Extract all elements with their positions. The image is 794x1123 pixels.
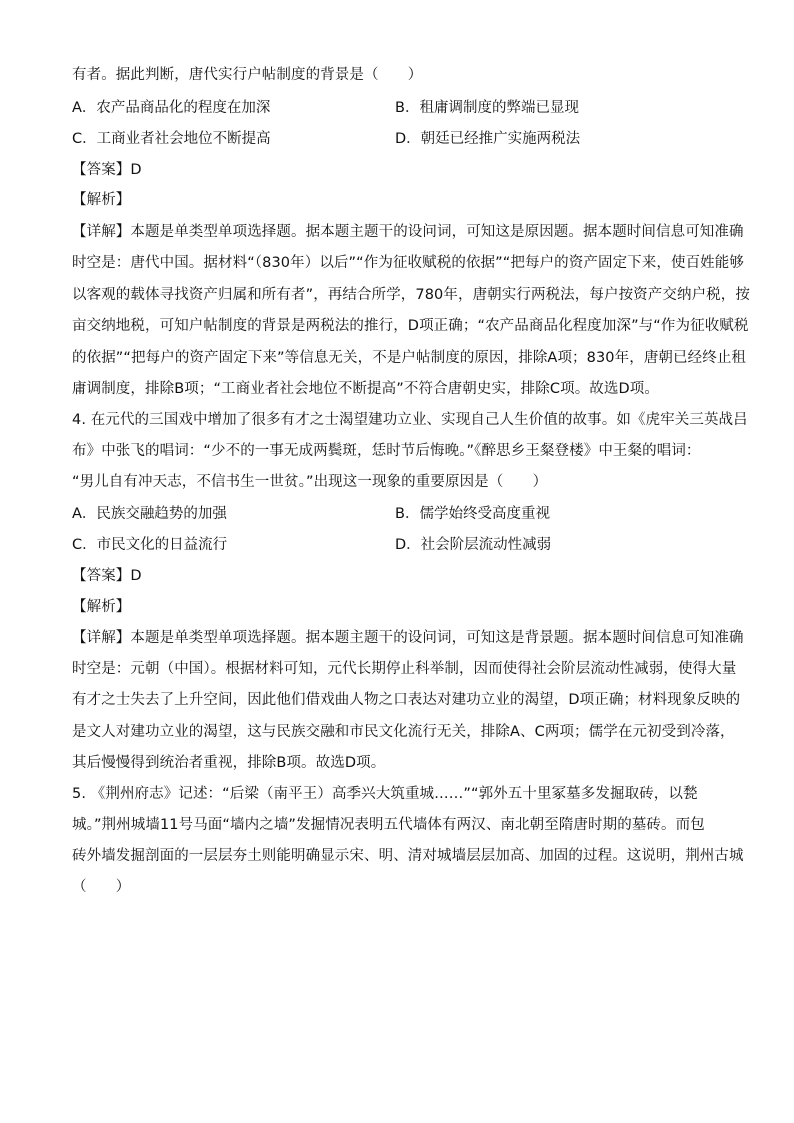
- q4-explanation-line-3: 有才之士失去了上升空间，因此他们借戏曲人物之口表达对建功立业的渴望，D项正确；材料现象反映的: [72, 692, 741, 708]
- q3-analysis-label: 【解析】: [72, 192, 131, 208]
- q4-explanation-line-1: 【详解】本题是单类型单项选择题。据本题主题干的设问词，可知这是背景题。据本题时间信息可知准确: [72, 630, 744, 646]
- q3-options-row-2: [72, 129, 732, 149]
- q3-option-a[interactable]: A．农产品商品化的程度在加深: [72, 100, 271, 116]
- q3-explanation-line-1: 【详解】本题是单类型单项选择题。据本题主题干的设问词，可知这是原因题。据本题时间信息可知准确: [72, 224, 744, 240]
- q4-option-b[interactable]: B．儒学始终受高度重视: [395, 506, 550, 522]
- q3-explanation-line-2: 时空是：唐代中国。据材料“（830年）以后”“作为征收赋税的依据”“把每户的资产固定下来，使百姓能够: [72, 255, 744, 271]
- q4-stem-line-1: 4. 在元代的三国戏中增加了很多有才之士渴望建功立业、实现自己人生价值的故事。如《虎牢关三英战吕: [72, 412, 748, 428]
- q3-explanation-line-6: 庸调制度，排除B项；“工商业者社会地位不断提高”不符合唐朝史实，排除C项。故选D项。: [72, 381, 659, 397]
- q3-option-d[interactable]: D．朝廷已经推广实施两税法: [395, 131, 581, 147]
- q4-stem-line-3: “男儿自有冲天志，不信书生一世贫。”出现这一现象的重要原因是（ ）: [72, 474, 548, 490]
- q4-option-a[interactable]: A．民族交融趋势的加强: [72, 506, 227, 522]
- q5-stem-line-2: 城。”荆州城墙11号马面“墙内之墙”发掘情况表明五代墙体有两汉、南北朝至隋唐时期的墓砖。而包: [72, 817, 705, 833]
- q4-answer: 【答案】D: [72, 568, 142, 584]
- q4-stem-line-2: 布》中张飞的唱词：“少不的一事无成两鬓斑，恁时节后悔晚。”《醉思乡王粲登楼》中王粲的唱词：: [72, 443, 701, 459]
- q5-stem-line-3: 砖外墙发掘剖面的一层层夯土则能明确显示宋、明、清对城墙层层加高、加固的过程。这说明，荆州古城: [72, 848, 744, 864]
- q4-option-c[interactable]: C．市民文化的日益流行: [72, 537, 228, 553]
- q4-explanation-line-2: 时空是：元朝（中国）。根据材料可知，元代长期停止科举制，因而使得社会阶层流动性减弱，使得大量: [72, 661, 737, 677]
- q5-stem-line-4: （ ）: [72, 879, 131, 895]
- q3-option-c[interactable]: C．工商业者社会地位不断提高: [72, 131, 271, 147]
- q4-explanation-line-4: 是文人对建功立业的渴望，这与民族交融和市民文化流行无关，排除A、C两项；儒学在元初受到冷落，: [72, 724, 735, 740]
- q3-explanation-line-3: 以客观的载体寻找资产归属和所有者”，再结合所学，780年，唐朝实行两税法，每户按资产交纳户税，按: [72, 287, 750, 303]
- q3-explanation-line-5: 的依据”“把每户的资产固定下来”等信息无关，不是户帖制度的原因，排除A项；830年，唐朝已经终止租: [72, 350, 747, 366]
- q4-explanation-line-5: 其后慢慢得到统治者重视，排除B项。故选D项。: [72, 755, 386, 771]
- q3-stem-tail: 有者。据此判断，唐代实行户帖制度的背景是（ ）: [72, 67, 423, 83]
- q3-answer: 【答案】D: [72, 162, 142, 178]
- q4-option-d[interactable]: D．社会阶层流动性减弱: [395, 537, 552, 553]
- q5-stem-line-1: 5. 《荆州府志》记述：“后梁（南平王）高季兴大筑重城……”“郭外五十里冢墓多发掘取砖，以甃: [72, 786, 698, 802]
- q3-options-row-1: [72, 98, 732, 118]
- q3-explanation-line-4: 亩交纳地税，可知户帖制度的背景是两税法的推行，D项正确；“农产品商品化程度加深”与“作为征收赋税: [72, 318, 749, 334]
- q4-options-row-1: [72, 504, 732, 524]
- q3-option-b[interactable]: B．租庸调制度的弊端已显现: [395, 100, 579, 116]
- q4-analysis-label: 【解析】: [72, 599, 131, 615]
- q4-options-row-2: [72, 535, 732, 555]
